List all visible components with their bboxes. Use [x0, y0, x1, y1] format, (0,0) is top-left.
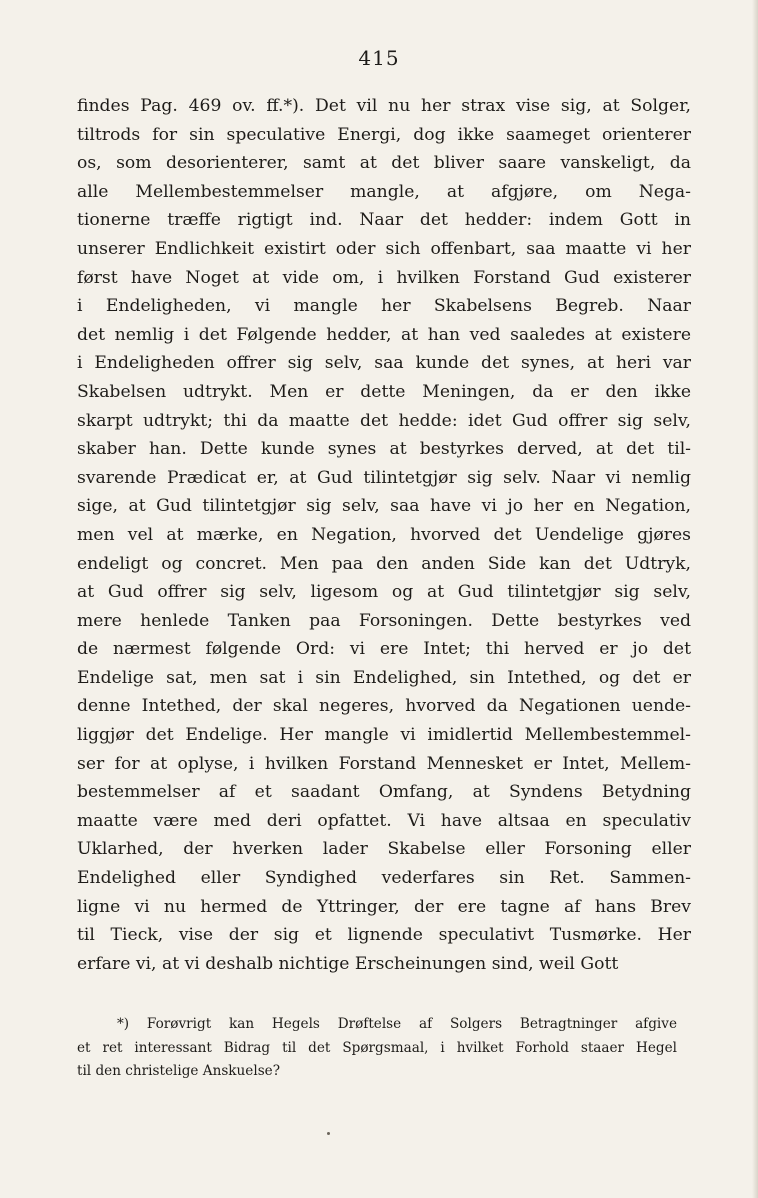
footnote-line: et ret interessant Bidrag til det Spørgsmaal, i hvilket Forhold staaer Hegel: [77, 1039, 677, 1056]
text-line: i Endeligheden, vi mangle her Skabelsens Begreb. Naar: [77, 296, 691, 317]
page-number: 415: [358, 46, 400, 70]
text-line: endeligt og concret. Men paa den anden Side kan det Udtryk,: [77, 553, 691, 574]
text-line: til Tieck, vise der sig et lignende speculativt Tusmørke. Her: [77, 925, 691, 946]
paper-speck: [327, 1132, 330, 1135]
footnote-line: til den christelige Anskuelse?: [77, 1063, 281, 1079]
text-line: denne Intethed, der skal negeres, hvorved da Negationen uende-: [77, 696, 691, 717]
page-edge-shadow: [752, 0, 758, 1198]
text-line: alle Mellembestemmelser mangle, at afgjøre, om Nega-: [77, 181, 691, 202]
text-line: først have Noget at vide om, i hvilken Forstand Gud existerer: [77, 267, 691, 288]
text-line: de nærmest følgende Ord: vi ere Intet; thi herved er jo det: [77, 639, 691, 660]
text-line: findes Pag. 469 ov. ff.*). Det vil nu her strax vise sig, at Solger,: [77, 96, 691, 116]
text-line: Skabelsen udtrykt. Men er dette Meningen, da er den ikke: [77, 381, 691, 402]
text-line: unserer Endlichkeit existirt oder sich offenbart, saa maatte vi her: [77, 238, 691, 259]
text-line: ser for at oplyse, i hvilken Forstand Mennesket er Intet, Mellem-: [77, 753, 691, 774]
text-line: erfare vi, at vi deshalb nichtige Erscheinungen sind, weil Gott: [77, 953, 619, 974]
text-line: svarende Prædicat er, at Gud tilintetgjør sig selv. Naar vi nemlig: [77, 467, 691, 488]
text-line: os, som desorienterer, samt at det bliver saare vanskeligt, da: [77, 153, 691, 174]
text-line: Uklarhed, der hverken lader Skabelse eller Forsoning eller: [77, 839, 691, 860]
text-line: at Gud offrer sig selv, ligesom og at Gud tilintetgjør sig selv,: [77, 582, 691, 603]
text-line: i Endeligheden offrer sig selv, saa kunde det synes, at heri var: [77, 353, 691, 374]
text-line: det nemlig i det Følgende hedder, at han ved saaledes at existere: [77, 324, 691, 345]
text-line: ligne vi nu hermed de Yttringer, der ere tagne af hans Brev: [77, 896, 691, 917]
main-text: [77, 92, 691, 978]
text-line: tiltrods for sin speculative Energi, dog ikke saameget orienterer: [77, 124, 691, 145]
footnote: [77, 1013, 677, 1084]
text-line: skarpt udtrykt; thi da maatte det hedde: idet Gud offrer sig selv,: [77, 410, 691, 431]
text-line: tionerne træffe rigtigt ind. Naar det hedder: indem Gott in: [77, 210, 691, 231]
text-line: bestemmelser af et saadant Omfang, at Syndens Betydning: [77, 782, 691, 803]
text-line: mere henlede Tanken paa Forsoningen. Dette bestyrkes ved: [77, 610, 691, 631]
text-line: Endelighed eller Syndighed vederfares sin Ret. Sammen-: [77, 868, 691, 889]
text-line: Endelige sat, men sat i sin Endelighed, sin Intethed, og det er: [77, 667, 691, 688]
text-line: skaber han. Dette kunde synes at bestyrkes derved, at det til-: [77, 439, 691, 460]
text-line: men vel at mærke, en Negation, hvorved det Uendelige gjøres: [77, 524, 691, 545]
footnote-line: *) Forøvrigt kan Hegels Drøftelse af Solgers Betragtninger afgive: [117, 1016, 677, 1032]
text-line: maatte være med deri opfattet. Vi have altsaa en speculativ: [77, 810, 691, 831]
text-line: sige, at Gud tilintetgjør sig selv, saa have vi jo her en Negation,: [77, 496, 691, 517]
text-line: liggjør det Endelige. Her mangle vi imidlertid Mellembestemmel-: [77, 725, 691, 746]
